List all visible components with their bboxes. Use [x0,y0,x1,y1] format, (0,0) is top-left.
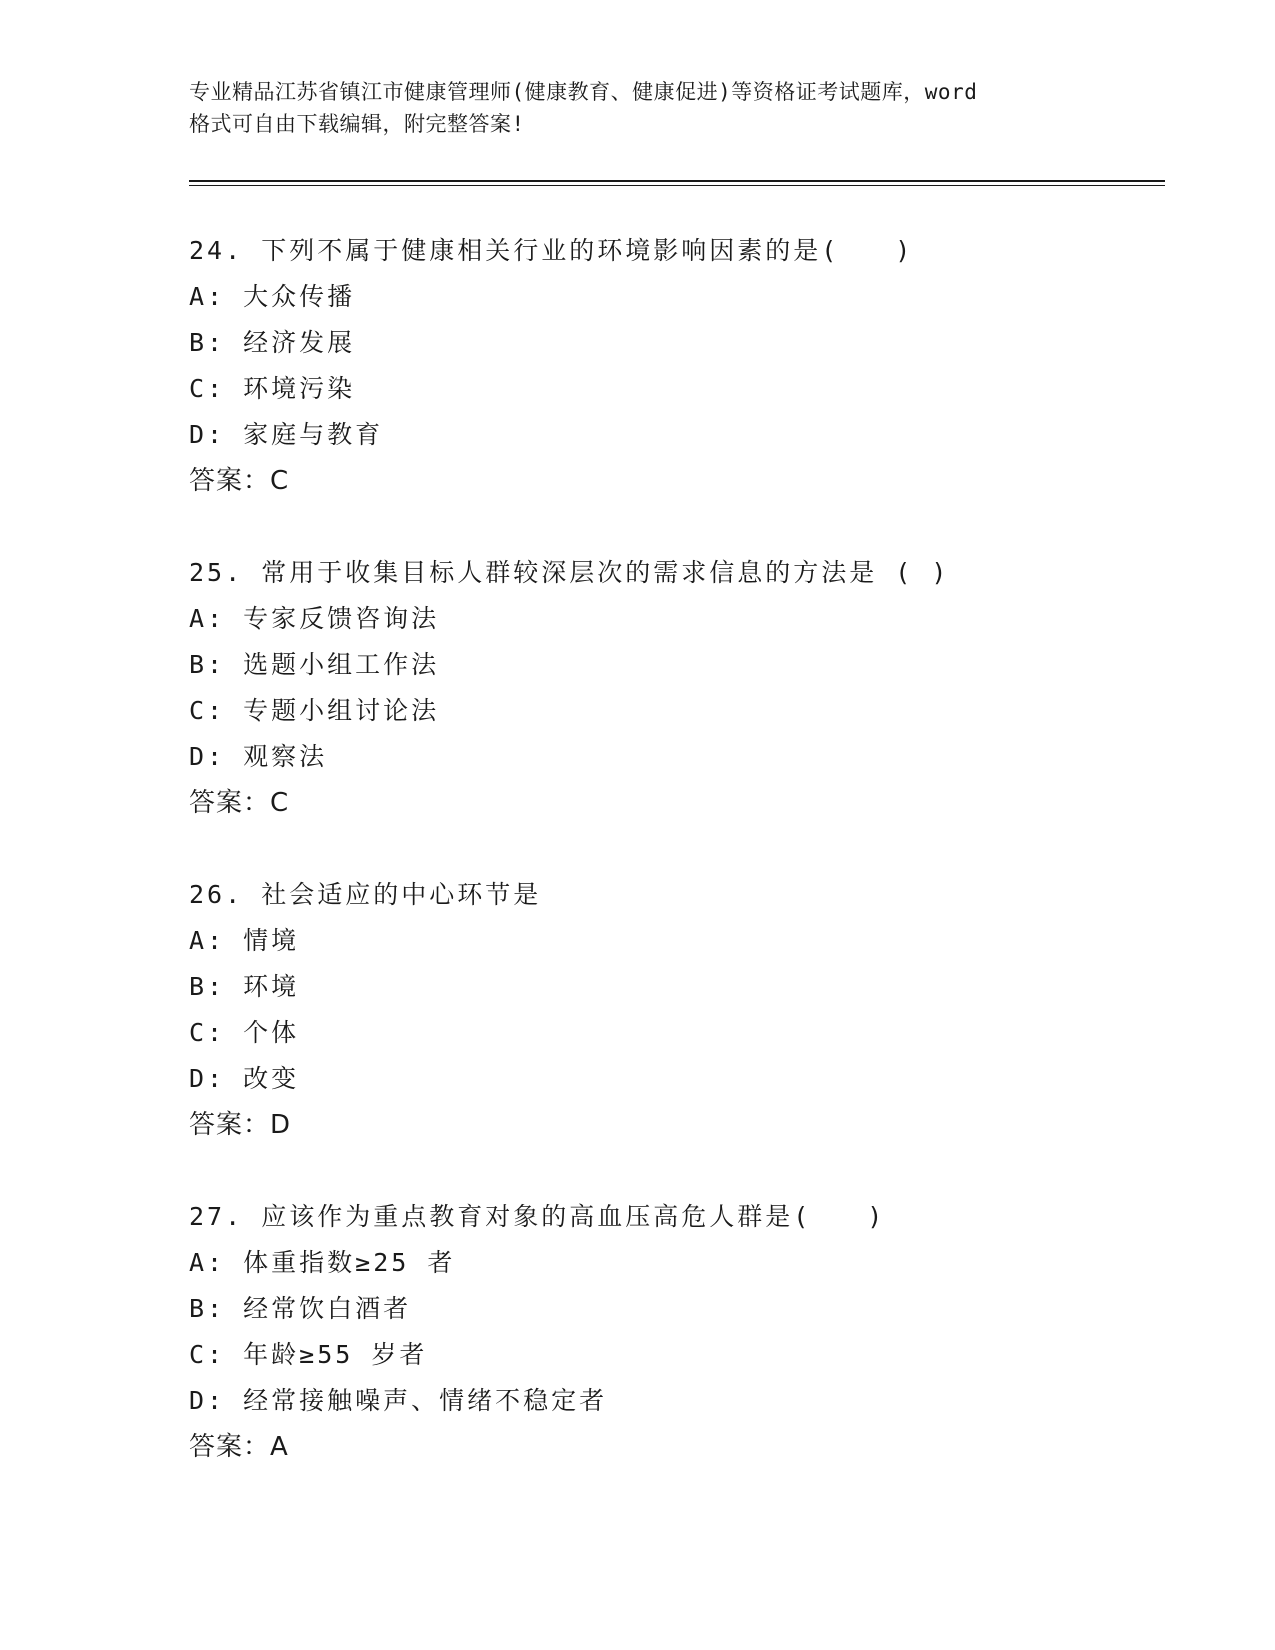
option-c: C: 个体 [189,1018,300,1047]
question-stem: 26. 社会适应的中心环节是 [189,880,542,909]
question-stem: 24. 下列不属于健康相关行业的环境影响因素的是( ) [189,236,914,265]
header-divider-thick [189,180,1165,182]
option-b: B: 经济发展 [189,328,356,357]
header-line-2: 格式可自由下载编辑，附完整答案! [189,112,525,136]
option-a: A: 大众传播 [189,282,356,311]
option-d: D: 家庭与教育 [189,420,384,449]
question-27 [189,1194,1149,1470]
option-d: D: 经常接触噪声、情绪不稳定者 [189,1386,608,1415]
option-c: C: 年龄≥55 岁者 [189,1340,428,1369]
option-a: A: 情境 [189,926,300,955]
option-c: C: 专题小组讨论法 [189,696,440,725]
answer: 答案：C [189,466,290,496]
option-c: C: 环境污染 [189,374,356,403]
question-25 [189,550,1149,826]
option-b: B: 选题小组工作法 [189,650,440,679]
option-b: B: 经常饮白酒者 [189,1294,412,1323]
question-stem: 27. 应该作为重点教育对象的高血压高危人群是( ) [189,1202,886,1231]
option-d: D: 改变 [189,1064,300,1093]
answer: 答案：C [189,788,290,818]
option-d: D: 观察法 [189,742,328,771]
option-a: A: 体重指数≥25 者 [189,1248,456,1277]
question-24 [189,228,1149,504]
answer: 答案：D [189,1110,292,1140]
option-b: B: 环境 [189,972,300,1001]
option-a: A: 专家反馈咨询法 [189,604,440,633]
answer: 答案：A [189,1432,289,1462]
header-line-1: 专业精品江苏省镇江市健康管理师(健康教育、健康促进)等资格证考试题库，word [189,80,978,104]
question-26 [189,872,1149,1148]
question-stem: 25. 常用于收集目标人群较深层次的需求信息的方法是 ( ) [189,558,950,587]
header-divider-thin [189,185,1165,186]
document-header [189,76,1089,140]
